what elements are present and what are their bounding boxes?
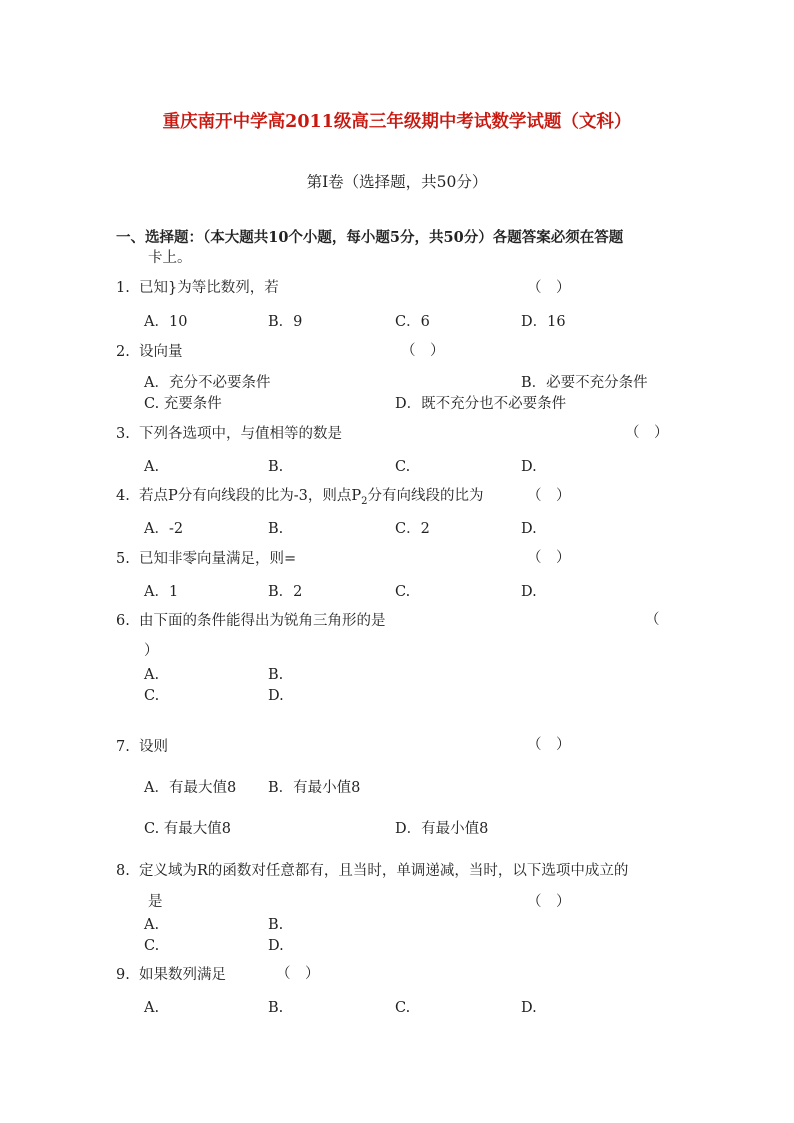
section-heading: 一、选择题：（本大题共10个小题，每小题5分，共50分）各题答案必须在答题 (116, 229, 624, 246)
question-text (139, 487, 484, 511)
question-text: 设向量 (139, 344, 183, 360)
option-d: D．16 (521, 314, 566, 330)
question-text-part: 若点P分有向线段的比为-3，则点P (139, 488, 362, 504)
question-number: 6. (116, 613, 130, 629)
option-c: C. (144, 688, 160, 704)
option-c: C. (144, 938, 160, 954)
subscript: 2 (361, 495, 368, 507)
answer-paren: （ ） (401, 343, 445, 359)
question-number: 8. (116, 863, 130, 879)
exam-title: 重庆南开中学高2011级高三年级期中考试数学试题（文科） (162, 112, 632, 132)
option-a: A．10 (144, 314, 188, 330)
question-number: 9. (116, 967, 130, 983)
option-d: D．既不充分也不必要条件 (395, 396, 567, 412)
option-c: C．2 (395, 521, 430, 537)
question-text: 已知}为等比数列，若 (139, 280, 279, 296)
option-b: B．有最小值8 (268, 780, 361, 796)
answer-paren: （ ） (527, 488, 571, 504)
part-subtitle: 第Ⅰ卷（选择题，共50分） (306, 173, 488, 191)
answer-paren: （ ） (527, 894, 571, 910)
option-c: C. (395, 459, 411, 475)
question-number: 3. (116, 426, 130, 442)
option-c: C. 有最大值8 (144, 821, 232, 837)
option-d: D. (268, 938, 284, 954)
option-b: B．必要不充分条件 (521, 375, 648, 391)
option-d: D. (521, 584, 537, 600)
answer-paren: （ ） (527, 737, 571, 753)
option-a: A. (144, 917, 160, 933)
option-b: B. (268, 521, 284, 537)
option-a: A．充分不必要条件 (144, 375, 271, 391)
question-text-continued: 是 (148, 894, 163, 910)
question-number: 2. (116, 344, 130, 360)
answer-paren-open: （ (645, 612, 660, 628)
answer-paren: （ ） (527, 280, 571, 296)
answer-paren: （ ） (276, 966, 320, 982)
option-d: D. (268, 688, 284, 704)
option-a: A. (144, 667, 160, 683)
question-text: 定义域为R的函数对任意都有，且当时，单调递减，当时，以下选项中成立的 (139, 863, 629, 879)
question-text: 设则 (139, 739, 168, 755)
answer-paren: （ ） (527, 550, 571, 566)
option-c: C．6 (395, 314, 430, 330)
question-number: 7. (116, 739, 130, 755)
question-number: 4. (116, 488, 130, 504)
option-c: C. (395, 584, 411, 600)
option-b: B. (268, 459, 284, 475)
question-text: 已知非零向量满足，则= (139, 551, 297, 567)
option-b: B. (268, 917, 284, 933)
answer-paren-close: ） (144, 643, 159, 659)
question-text: 下列各选项中，与值相等的数是 (139, 426, 342, 442)
option-a: A. (144, 1000, 160, 1016)
option-a: A．有最大值8 (144, 780, 237, 796)
option-b: B．9 (268, 314, 303, 330)
option-d: D. (521, 459, 537, 475)
option-d: D. (521, 1000, 537, 1016)
question-text: 如果数列满足 (139, 967, 226, 983)
question-text-part: 分有向线段的比为 (367, 488, 484, 504)
question-text: 由下面的条件能得出为锐角三角形的是 (139, 613, 386, 629)
option-a: A．1 (144, 584, 179, 600)
option-d: D. (521, 521, 537, 537)
option-b: B. (268, 1000, 284, 1016)
section-heading-continued: 卡上。 (148, 250, 192, 266)
option-a: A. (144, 459, 160, 475)
option-a: A．-2 (144, 521, 184, 537)
option-c: C. (395, 1000, 411, 1016)
option-d: D．有最小值8 (395, 821, 489, 837)
option-b: B. (268, 667, 284, 683)
option-c: C. 充要条件 (144, 396, 222, 412)
question-number: 1. (116, 280, 130, 296)
option-b: B．2 (268, 584, 303, 600)
question-number: 5. (116, 551, 130, 567)
answer-paren: （ ） (625, 425, 669, 441)
